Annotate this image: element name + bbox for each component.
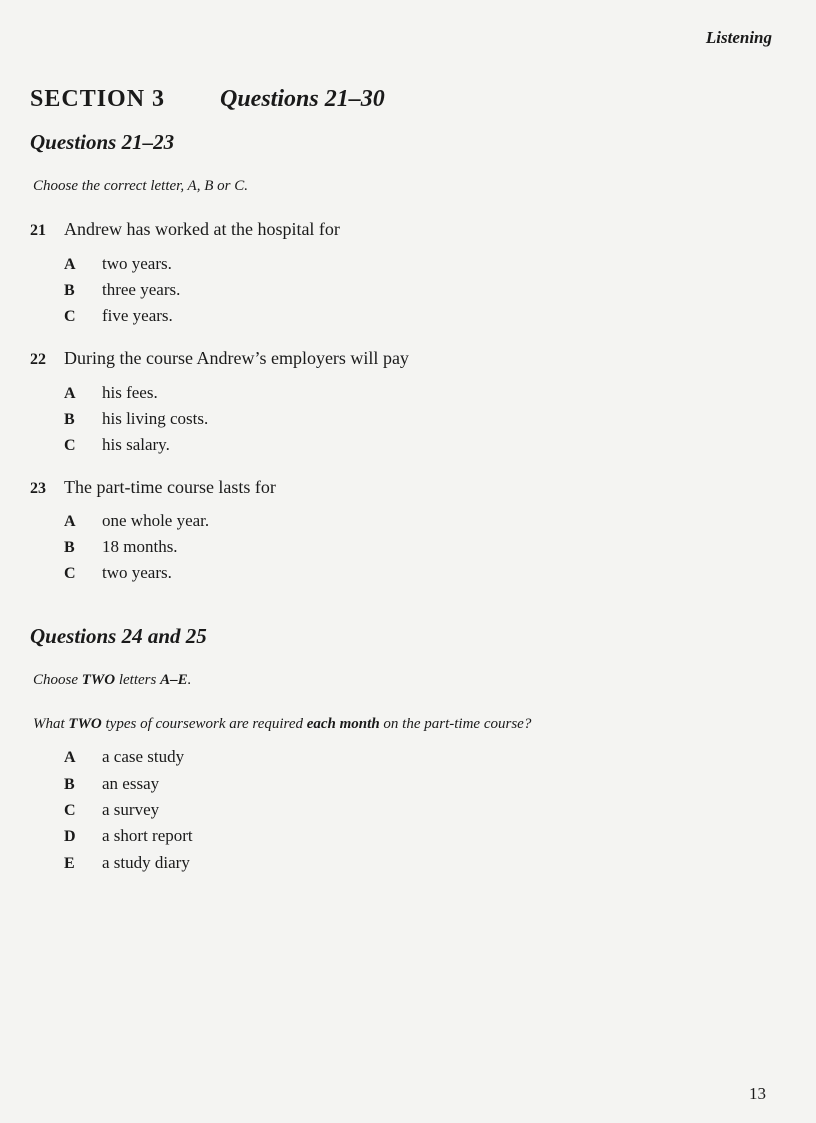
- group2-heading: Questions 24 and 25: [30, 624, 207, 648]
- option-text: a case study: [102, 747, 185, 766]
- section-header: [30, 86, 385, 113]
- option-text: a short report: [102, 826, 193, 845]
- q23-option-a: [64, 511, 209, 531]
- option-text: an essay: [102, 774, 160, 793]
- option-text: one whole year.: [102, 511, 210, 530]
- option-text: his living costs.: [102, 409, 209, 428]
- q22-option-a: [64, 383, 158, 403]
- option-text: five years.: [102, 306, 173, 325]
- q21-option-a: [64, 254, 172, 274]
- q22-option-b: [64, 409, 208, 429]
- option-letter: D: [64, 828, 76, 845]
- option-letter: A: [64, 385, 76, 402]
- question-number: 23: [30, 480, 46, 497]
- question-text: Andrew has worked at the hospital for: [64, 219, 340, 239]
- q21-option-b: [64, 280, 180, 300]
- option-letter: B: [64, 776, 75, 793]
- question-number: 21: [30, 222, 46, 239]
- group2-instruction: [33, 672, 191, 689]
- section-question-range: Questions 21–30: [220, 86, 385, 112]
- group2-prompt: [33, 716, 531, 733]
- prompt-text: What: [33, 716, 69, 732]
- question-21: [30, 219, 340, 240]
- option-letter: B: [64, 411, 75, 428]
- q21-option-c: [64, 306, 173, 326]
- prompt-emphasis: TWO: [68, 716, 102, 732]
- question-text: The part-time course lasts for: [64, 477, 276, 497]
- running-head: Listening: [705, 28, 772, 47]
- option-letter: C: [64, 802, 76, 819]
- group1-heading: Questions 21–23: [30, 130, 175, 154]
- option-text: two years.: [102, 254, 172, 273]
- option-letter: C: [64, 565, 76, 582]
- prompt-emphasis: each month: [306, 716, 380, 732]
- question-number: 22: [30, 351, 46, 368]
- option-text: three years.: [102, 280, 181, 299]
- q24-option-d: [64, 826, 193, 846]
- instruction-emphasis: TWO: [81, 672, 116, 688]
- question-22: [30, 348, 409, 369]
- q24-option-c: [64, 800, 159, 820]
- group1-instruction: Choose the correct letter, A, B or C.: [33, 178, 248, 194]
- q24-option-b: [64, 774, 159, 794]
- option-letter: B: [64, 539, 75, 556]
- option-letter: E: [64, 855, 75, 872]
- option-letter: B: [64, 282, 75, 299]
- question-text: During the course Andrew’s employers will pay: [64, 348, 409, 368]
- option-text: 18 months.: [102, 537, 178, 556]
- option-letter: A: [64, 256, 76, 273]
- question-23: [30, 477, 276, 498]
- section-title: SECTION 3: [30, 86, 166, 112]
- instruction-emphasis: A–E: [160, 672, 188, 688]
- instruction-text: .: [187, 672, 192, 688]
- prompt-text: types of coursework are required: [101, 716, 307, 732]
- q23-option-b: [64, 537, 178, 557]
- option-text: his salary.: [102, 435, 170, 454]
- option-text: his fees.: [102, 383, 158, 402]
- instruction-text: letters: [115, 672, 161, 688]
- q24-option-e: [64, 853, 190, 873]
- q22-option-c: [64, 435, 170, 455]
- option-text: a survey: [102, 800, 160, 819]
- prompt-text: on the part-time course?: [379, 716, 532, 732]
- option-letter: C: [64, 437, 76, 454]
- option-letter: C: [64, 308, 76, 325]
- q23-option-c: [64, 563, 172, 583]
- option-letter: A: [64, 513, 76, 530]
- q24-option-a: [64, 747, 184, 767]
- page-number: 13: [749, 1084, 766, 1103]
- instruction-text: Choose: [33, 672, 82, 688]
- option-text: a study diary: [102, 853, 190, 872]
- option-letter: A: [64, 749, 76, 766]
- option-text: two years.: [102, 563, 172, 582]
